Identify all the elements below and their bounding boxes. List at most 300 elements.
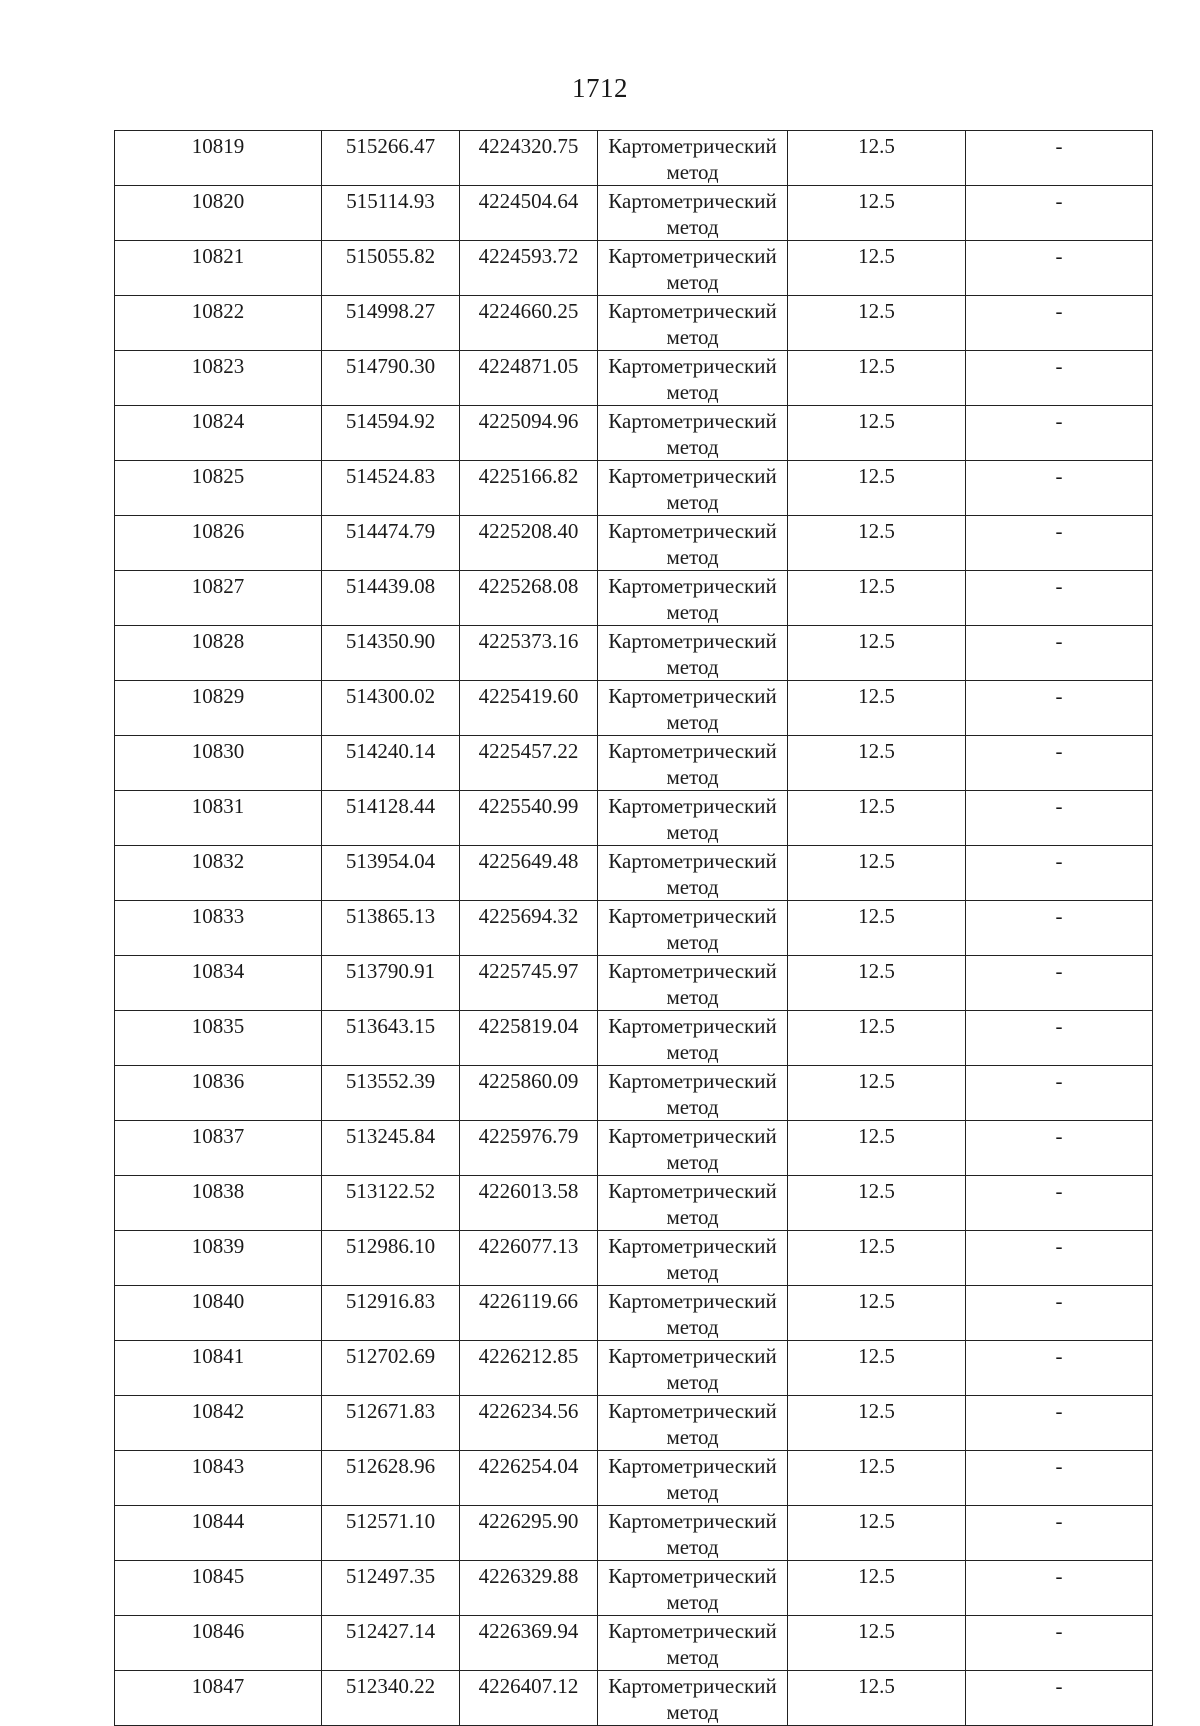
y-coordinate: 4225745.97 <box>478 959 579 983</box>
precision-cell <box>788 241 966 296</box>
y-coordinate: 4226212.85 <box>478 1344 579 1368</box>
point-id: 10836 <box>191 1069 245 1093</box>
method-line-1: Картометрический <box>608 1399 777 1423</box>
method-line-1: Картометрический <box>608 354 777 378</box>
precision-cell <box>788 956 966 1011</box>
method-line-2: метод <box>666 490 719 514</box>
y-coordinate: 4225094.96 <box>478 409 579 433</box>
x-coordinate: 513643.15 <box>345 1014 436 1038</box>
method-line-2: метод <box>666 1480 719 1504</box>
y-coordinate-cell <box>460 736 598 791</box>
y-coordinate: 4225976.79 <box>478 1124 579 1148</box>
point-id: 10821 <box>191 244 245 268</box>
x-coordinate: 512497.35 <box>345 1564 436 1588</box>
precision-cell <box>788 791 966 846</box>
x-coordinate-cell <box>322 461 460 516</box>
y-coordinate-cell <box>460 516 598 571</box>
method-line-1: Картометрический <box>608 189 777 213</box>
note-value: - <box>1055 1344 1063 1368</box>
y-coordinate: 4225649.48 <box>478 849 579 873</box>
x-coordinate: 512427.14 <box>345 1619 436 1643</box>
method-line-2: метод <box>666 1205 719 1229</box>
precision-value: 12.5 <box>858 244 895 268</box>
precision-cell <box>788 1341 966 1396</box>
point-id-cell <box>115 681 322 736</box>
y-coordinate-cell <box>460 626 598 681</box>
method-cell <box>598 516 788 571</box>
precision-cell <box>788 461 966 516</box>
point-id-cell <box>115 901 322 956</box>
note-cell <box>966 186 1153 241</box>
precision-cell <box>788 1506 966 1561</box>
y-coordinate: 4225208.40 <box>478 519 579 543</box>
note-cell <box>966 351 1153 406</box>
method-cell <box>598 1561 788 1616</box>
note-cell <box>966 1341 1153 1396</box>
precision-value: 12.5 <box>858 519 895 543</box>
table-row <box>115 1066 1153 1121</box>
method-line-2: метод <box>666 1040 719 1064</box>
y-coordinate-cell <box>460 1561 598 1616</box>
method-line-2: метод <box>666 1590 719 1614</box>
y-coordinate-cell <box>460 351 598 406</box>
y-coordinate: 4226369.94 <box>478 1619 579 1643</box>
x-coordinate-cell <box>322 1451 460 1506</box>
note-value: - <box>1055 684 1063 708</box>
y-coordinate: 4225540.99 <box>478 794 579 818</box>
method-line-1: Картометрический <box>608 629 777 653</box>
x-coordinate-cell <box>322 1396 460 1451</box>
method-cell <box>598 351 788 406</box>
precision-value: 12.5 <box>858 849 895 873</box>
y-coordinate-cell <box>460 681 598 736</box>
note-cell <box>966 296 1153 351</box>
y-coordinate: 4224660.25 <box>478 299 579 323</box>
precision-value: 12.5 <box>858 1289 895 1313</box>
note-cell <box>966 956 1153 1011</box>
x-coordinate: 512916.83 <box>345 1289 436 1313</box>
precision-cell <box>788 1121 966 1176</box>
x-coordinate-cell <box>322 736 460 791</box>
point-id: 10826 <box>191 519 245 543</box>
note-cell <box>966 736 1153 791</box>
method-cell <box>598 296 788 351</box>
table-row <box>115 1506 1153 1561</box>
point-id: 10841 <box>191 1344 245 1368</box>
method-cell <box>598 406 788 461</box>
precision-cell <box>788 406 966 461</box>
precision-value: 12.5 <box>858 1069 895 1093</box>
method-line-2: метод <box>666 875 719 899</box>
point-id-cell <box>115 1616 322 1671</box>
table-row <box>115 1671 1153 1726</box>
x-coordinate-cell <box>322 1011 460 1066</box>
point-id-cell <box>115 406 322 461</box>
method-line-1: Картометрический <box>608 1014 777 1038</box>
method-line-2: метод <box>666 325 719 349</box>
precision-cell <box>788 186 966 241</box>
note-cell <box>966 241 1153 296</box>
method-line-1: Картометрический <box>608 464 777 488</box>
point-id: 10846 <box>191 1619 245 1643</box>
x-coordinate-cell <box>322 351 460 406</box>
note-value: - <box>1055 1674 1063 1698</box>
method-line-1: Картометрический <box>608 409 777 433</box>
point-id: 10831 <box>191 794 245 818</box>
point-id-cell <box>115 516 322 571</box>
precision-value: 12.5 <box>858 794 895 818</box>
x-coordinate: 513122.52 <box>345 1179 436 1203</box>
y-coordinate: 4225694.32 <box>478 904 579 928</box>
method-line-2: метод <box>666 1700 719 1724</box>
note-value: - <box>1055 299 1063 323</box>
precision-cell <box>788 571 966 626</box>
precision-cell <box>788 846 966 901</box>
point-id-cell <box>115 1451 322 1506</box>
point-id: 10828 <box>191 629 245 653</box>
x-coordinate-cell <box>322 296 460 351</box>
precision-cell <box>788 736 966 791</box>
point-id: 10827 <box>191 574 245 598</box>
y-coordinate-cell <box>460 131 598 186</box>
x-coordinate: 512986.10 <box>345 1234 436 1258</box>
x-coordinate: 514350.90 <box>345 629 436 653</box>
note-value: - <box>1055 1234 1063 1258</box>
note-cell <box>966 1451 1153 1506</box>
point-id: 10832 <box>191 849 245 873</box>
point-id-cell <box>115 571 322 626</box>
table-row <box>115 1561 1153 1616</box>
x-coordinate-cell <box>322 791 460 846</box>
point-id: 10843 <box>191 1454 245 1478</box>
method-cell <box>598 1506 788 1561</box>
y-coordinate: 4226013.58 <box>478 1179 579 1203</box>
y-coordinate-cell <box>460 406 598 461</box>
table-row <box>115 131 1153 186</box>
precision-value: 12.5 <box>858 1564 895 1588</box>
method-cell <box>598 1396 788 1451</box>
note-value: - <box>1055 1124 1063 1148</box>
method-line-1: Картометрический <box>608 574 777 598</box>
y-coordinate-cell <box>460 571 598 626</box>
method-line-2: метод <box>666 215 719 239</box>
precision-value: 12.5 <box>858 684 895 708</box>
x-coordinate: 514300.02 <box>345 684 436 708</box>
precision-cell <box>788 1396 966 1451</box>
x-coordinate: 513865.13 <box>345 904 436 928</box>
note-value: - <box>1055 189 1063 213</box>
coordinates-table <box>114 130 1153 1726</box>
note-value: - <box>1055 519 1063 543</box>
precision-value: 12.5 <box>858 1509 895 1533</box>
point-id-cell <box>115 296 322 351</box>
table-row <box>115 241 1153 296</box>
method-cell <box>598 846 788 901</box>
y-coordinate-cell <box>460 1231 598 1286</box>
method-line-1: Картометрический <box>608 1674 777 1698</box>
note-cell <box>966 846 1153 901</box>
note-value: - <box>1055 959 1063 983</box>
x-coordinate: 515266.47 <box>345 134 436 158</box>
y-coordinate-cell <box>460 1616 598 1671</box>
precision-value: 12.5 <box>858 574 895 598</box>
y-coordinate: 4224871.05 <box>478 354 579 378</box>
y-coordinate: 4226119.66 <box>479 1289 578 1313</box>
method-line-1: Картометрический <box>608 1509 777 1533</box>
method-line-2: метод <box>666 1315 719 1339</box>
point-id: 10845 <box>191 1564 245 1588</box>
x-coordinate-cell <box>322 846 460 901</box>
method-cell <box>598 461 788 516</box>
x-coordinate: 514524.83 <box>345 464 436 488</box>
method-cell <box>598 571 788 626</box>
point-id-cell <box>115 461 322 516</box>
precision-value: 12.5 <box>858 1344 895 1368</box>
point-id-cell <box>115 1506 322 1561</box>
note-value: - <box>1055 1069 1063 1093</box>
x-coordinate-cell <box>322 1341 460 1396</box>
table-row <box>115 186 1153 241</box>
table-row <box>115 1011 1153 1066</box>
x-coordinate: 513245.84 <box>345 1124 436 1148</box>
method-cell <box>598 1341 788 1396</box>
table-row <box>115 516 1153 571</box>
x-coordinate-cell <box>322 241 460 296</box>
method-line-1: Картометрический <box>608 1454 777 1478</box>
y-coordinate: 4226254.04 <box>478 1454 579 1478</box>
point-id-cell <box>115 1286 322 1341</box>
precision-value: 12.5 <box>858 299 895 323</box>
method-line-1: Картометрический <box>608 1124 777 1148</box>
precision-value: 12.5 <box>858 189 895 213</box>
x-coordinate-cell <box>322 516 460 571</box>
method-line-2: метод <box>666 1095 719 1119</box>
precision-value: 12.5 <box>858 739 895 763</box>
table-row <box>115 461 1153 516</box>
method-cell <box>598 1011 788 1066</box>
note-cell <box>966 1616 1153 1671</box>
note-value: - <box>1055 409 1063 433</box>
method-cell <box>598 1176 788 1231</box>
y-coordinate-cell <box>460 1671 598 1726</box>
y-coordinate-cell <box>460 1506 598 1561</box>
note-cell <box>966 571 1153 626</box>
precision-cell <box>788 1561 966 1616</box>
table-row <box>115 736 1153 791</box>
y-coordinate-cell <box>460 186 598 241</box>
table-row <box>115 1231 1153 1286</box>
method-line-2: метод <box>666 930 719 954</box>
note-cell <box>966 1066 1153 1121</box>
precision-value: 12.5 <box>858 134 895 158</box>
method-line-2: метод <box>666 1260 719 1284</box>
x-coordinate: 512571.10 <box>345 1509 436 1533</box>
table-row <box>115 1121 1153 1176</box>
x-coordinate-cell <box>322 406 460 461</box>
note-value: - <box>1055 794 1063 818</box>
note-value: - <box>1055 464 1063 488</box>
method-line-1: Картометрический <box>608 904 777 928</box>
table-row <box>115 901 1153 956</box>
precision-cell <box>788 1176 966 1231</box>
page-number: 1712 <box>572 73 628 103</box>
y-coordinate-cell <box>460 241 598 296</box>
note-cell <box>966 1671 1153 1726</box>
method-line-1: Картометрический <box>608 244 777 268</box>
method-line-1: Картометрический <box>608 1289 777 1313</box>
method-line-2: метод <box>666 710 719 734</box>
table-row <box>115 351 1153 406</box>
x-coordinate: 514240.14 <box>345 739 436 763</box>
note-value: - <box>1055 134 1063 158</box>
method-line-1: Картометрический <box>608 299 777 323</box>
point-id: 10842 <box>191 1399 245 1423</box>
precision-value: 12.5 <box>858 959 895 983</box>
x-coordinate: 513790.91 <box>345 959 436 983</box>
method-cell <box>598 1121 788 1176</box>
table-row <box>115 406 1153 461</box>
note-value: - <box>1055 574 1063 598</box>
table-row <box>115 956 1153 1011</box>
table-row <box>115 1396 1153 1451</box>
point-id-cell <box>115 1011 322 1066</box>
x-coordinate-cell <box>322 956 460 1011</box>
point-id-cell <box>115 131 322 186</box>
x-coordinate-cell <box>322 1616 460 1671</box>
note-value: - <box>1055 1289 1063 1313</box>
y-coordinate: 4225373.16 <box>478 629 579 653</box>
precision-value: 12.5 <box>858 904 895 928</box>
precision-value: 12.5 <box>858 1674 895 1698</box>
method-cell <box>598 1616 788 1671</box>
y-coordinate-cell <box>460 1286 598 1341</box>
x-coordinate-cell <box>322 571 460 626</box>
x-coordinate-cell <box>322 186 460 241</box>
method-cell <box>598 736 788 791</box>
y-coordinate: 4226077.13 <box>478 1234 579 1258</box>
method-cell <box>598 1286 788 1341</box>
precision-cell <box>788 516 966 571</box>
point-id: 10840 <box>191 1289 245 1313</box>
point-id-cell <box>115 846 322 901</box>
point-id-cell <box>115 1066 322 1121</box>
method-line-2: метод <box>666 1425 719 1449</box>
point-id: 10838 <box>191 1179 245 1203</box>
point-id: 10825 <box>191 464 245 488</box>
precision-value: 12.5 <box>858 464 895 488</box>
y-coordinate: 4226234.56 <box>478 1399 579 1423</box>
method-line-2: метод <box>666 545 719 569</box>
method-line-2: метод <box>666 1150 719 1174</box>
point-id: 10837 <box>191 1124 245 1148</box>
method-cell <box>598 1671 788 1726</box>
table-row <box>115 626 1153 681</box>
point-id-cell <box>115 1341 322 1396</box>
precision-cell <box>788 901 966 956</box>
method-cell <box>598 1451 788 1506</box>
point-id-cell <box>115 1176 322 1231</box>
y-coordinate: 4225268.08 <box>478 574 579 598</box>
method-cell <box>598 131 788 186</box>
x-coordinate: 514998.27 <box>345 299 436 323</box>
x-coordinate-cell <box>322 1506 460 1561</box>
method-cell <box>598 791 788 846</box>
method-line-1: Картометрический <box>608 1179 777 1203</box>
x-coordinate: 515055.82 <box>345 244 436 268</box>
precision-value: 12.5 <box>858 1179 895 1203</box>
y-coordinate-cell <box>460 1121 598 1176</box>
note-cell <box>966 516 1153 571</box>
note-value: - <box>1055 1014 1063 1038</box>
x-coordinate-cell <box>322 1286 460 1341</box>
x-coordinate: 514594.92 <box>345 409 436 433</box>
y-coordinate-cell <box>460 846 598 901</box>
precision-cell <box>788 296 966 351</box>
note-value: - <box>1055 1619 1063 1643</box>
precision-cell <box>788 131 966 186</box>
x-coordinate-cell <box>322 626 460 681</box>
method-line-1: Картометрический <box>608 739 777 763</box>
note-value: - <box>1055 849 1063 873</box>
point-id-cell <box>115 736 322 791</box>
method-line-1: Картометрический <box>608 519 777 543</box>
table-row <box>115 296 1153 351</box>
point-id: 10844 <box>191 1509 245 1533</box>
method-line-2: метод <box>666 1645 719 1669</box>
table-row <box>115 571 1153 626</box>
y-coordinate: 4224504.64 <box>478 189 579 213</box>
table-row <box>115 1176 1153 1231</box>
note-value: - <box>1055 1564 1063 1588</box>
point-id-cell <box>115 1121 322 1176</box>
y-coordinate: 4225819.04 <box>478 1014 579 1038</box>
point-id: 10829 <box>191 684 245 708</box>
method-line-2: метод <box>666 985 719 1009</box>
y-coordinate: 4225166.82 <box>478 464 579 488</box>
x-coordinate: 512340.22 <box>345 1674 436 1698</box>
note-cell <box>966 1121 1153 1176</box>
y-coordinate: 4226295.90 <box>478 1509 579 1533</box>
note-value: - <box>1055 1399 1063 1423</box>
point-id: 10839 <box>191 1234 245 1258</box>
x-coordinate: 513954.04 <box>345 849 436 873</box>
note-cell <box>966 791 1153 846</box>
point-id: 10835 <box>191 1014 245 1038</box>
y-coordinate-cell <box>460 1011 598 1066</box>
y-coordinate: 4225419.60 <box>478 684 579 708</box>
note-value: - <box>1055 629 1063 653</box>
y-coordinate-cell <box>460 461 598 516</box>
method-cell <box>598 956 788 1011</box>
point-id: 10847 <box>191 1674 245 1698</box>
note-cell <box>966 901 1153 956</box>
precision-cell <box>788 1451 966 1506</box>
method-line-2: метод <box>666 160 719 184</box>
x-coordinate: 514474.79 <box>345 519 436 543</box>
precision-cell <box>788 1011 966 1066</box>
point-id: 10824 <box>191 409 245 433</box>
note-cell <box>966 626 1153 681</box>
precision-value: 12.5 <box>858 409 895 433</box>
table-row <box>115 846 1153 901</box>
method-line-2: метод <box>666 1370 719 1394</box>
x-coordinate: 512671.83 <box>345 1399 436 1423</box>
method-line-1: Картометрический <box>608 794 777 818</box>
method-line-1: Картометрический <box>608 134 777 158</box>
table-row <box>115 681 1153 736</box>
y-coordinate-cell <box>460 956 598 1011</box>
note-cell <box>966 1506 1153 1561</box>
